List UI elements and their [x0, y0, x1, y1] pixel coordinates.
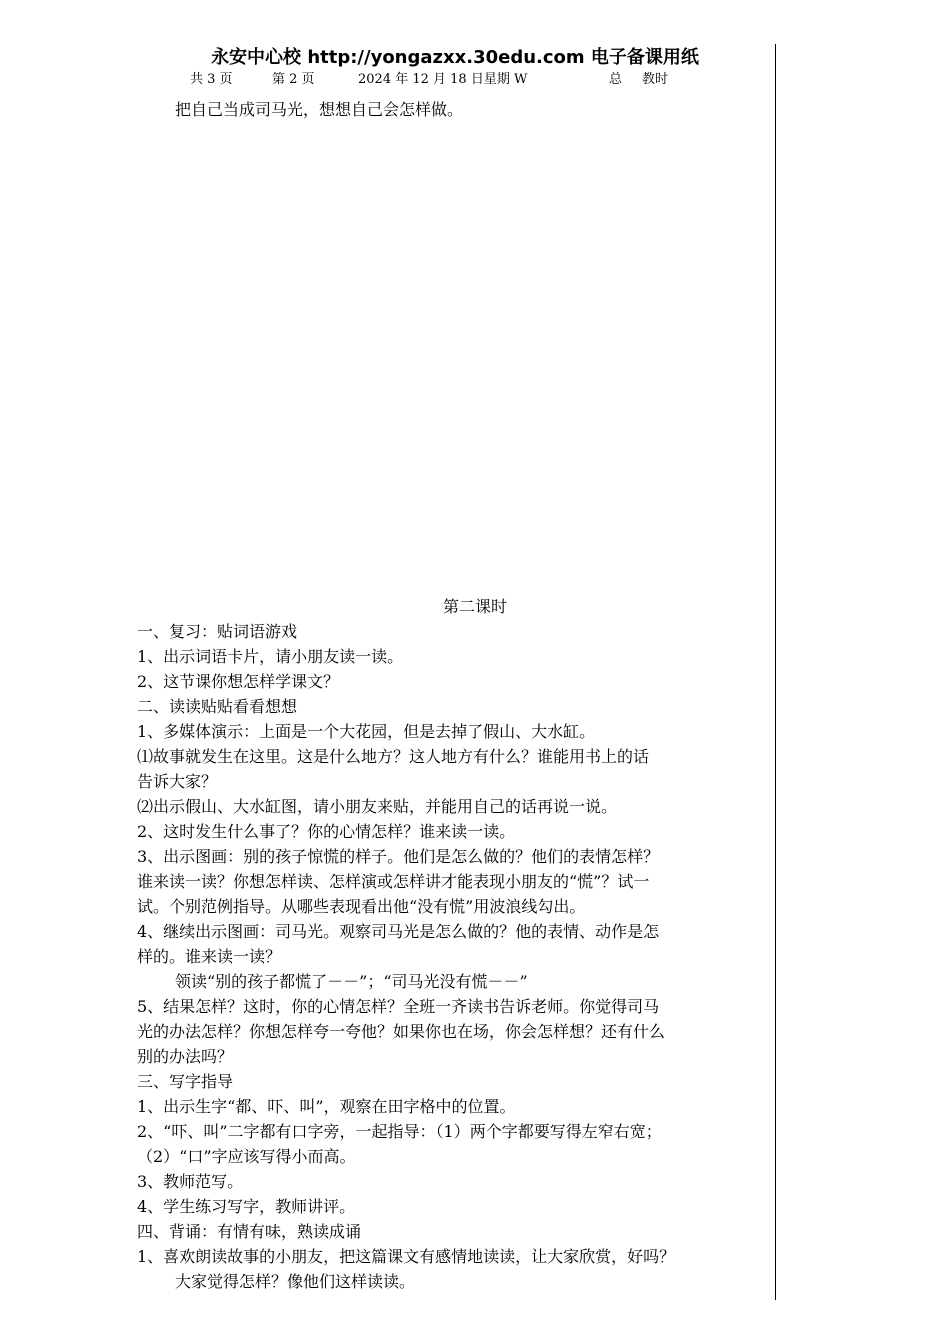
total-pages: 共 3 页	[190, 72, 233, 87]
body-line: 告诉大家？	[137, 772, 218, 791]
body-line: 谁来读一读？你想怎样读、怎样演或怎样讲才能表现小朋友的“慌”？试一	[137, 872, 650, 891]
body-line: 四、背诵：有情有味，熟读成诵	[137, 1222, 362, 1241]
body-line: 一、复习：贴词语游戏	[137, 622, 298, 641]
lesson-hours-label: 教时	[642, 72, 669, 87]
page-number: 第 2 页	[272, 72, 315, 87]
body-line: 1、出示词语卡片，请小朋友读一读。	[137, 647, 404, 666]
body-line: 3、教师范写。	[137, 1172, 244, 1191]
body-line: 2、这节课你想怎样学课文？	[137, 672, 340, 691]
body-line: ⑴故事就发生在这里。这是什么地方？这人地方有什么？谁能用书上的话	[137, 747, 650, 766]
total-label: 总	[609, 72, 623, 87]
body-line: 1、喜欢朗读故事的小朋友，把这篇课文有感情地读读，让大家欣赏，好吗？	[137, 1247, 676, 1266]
body-line: （2）“口”字应该写得小而高。	[137, 1147, 356, 1166]
body-line: 1、多媒体演示：上面是一个大花园，但是去掉了假山、大水缸。	[137, 722, 596, 741]
body-line: 试。个别范例指导。从哪些表现看出他“没有慌”用波浪线勾出。	[137, 897, 586, 916]
body-line: 大家觉得怎样？像他们这样读读。	[175, 1272, 416, 1291]
section-title: 第二课时	[442, 597, 507, 616]
page-right-border	[775, 44, 776, 1300]
body-line: 领读“别的孩子都慌了－－”；“司马光没有慌－－”	[175, 972, 528, 991]
body-line: 2、这时发生什么事了？你的心情怎样？谁来读一读。	[137, 822, 516, 841]
body-line: 二、读读贴贴看看想想	[137, 697, 298, 716]
body-line: 样的。谁来读一读？	[137, 947, 282, 966]
body-line: 三、写字指导	[137, 1072, 234, 1091]
body-line: 光的办法怎样？你想怎样夸一夸他？如果你也在场，你会怎样想？还有什么	[137, 1022, 666, 1041]
header-date: 2024 年 12 月 18 日星期 W	[358, 72, 528, 87]
page-header-title: 永安中心校 http://yongazxx.30edu.com 电子备课用纸	[211, 47, 699, 68]
body-line: ⑵出示假山、大水缸图，请小朋友来贴，并能用自己的话再说一说。	[137, 797, 618, 816]
body-line: 5、结果怎样？这时，你的心情怎样？全班一齐读书告诉老师。你觉得司马	[137, 997, 660, 1016]
body-line: 3、出示图画：别的孩子惊慌的样子。他们是怎么做的？他们的表情怎样？	[137, 847, 660, 866]
body-line: 4、学生练习写字，教师讲评。	[137, 1197, 356, 1216]
intro-text: 把自己当成司马光，想想自己会怎样做。	[175, 100, 464, 119]
body-line: 2、“吓、叫”二字都有口字旁，一起指导：（1）两个字都要写得左窄右宽；	[137, 1122, 662, 1141]
body-line: 1、出示生字“都、吓、叫”，观察在田字格中的位置。	[137, 1097, 516, 1116]
body-line: 别的办法吗？	[137, 1047, 234, 1066]
body-line: 4、继续出示图画：司马光。观察司马光是怎么做的？他的表情、动作是怎	[137, 922, 660, 941]
page-header-meta	[0, 71, 780, 91]
